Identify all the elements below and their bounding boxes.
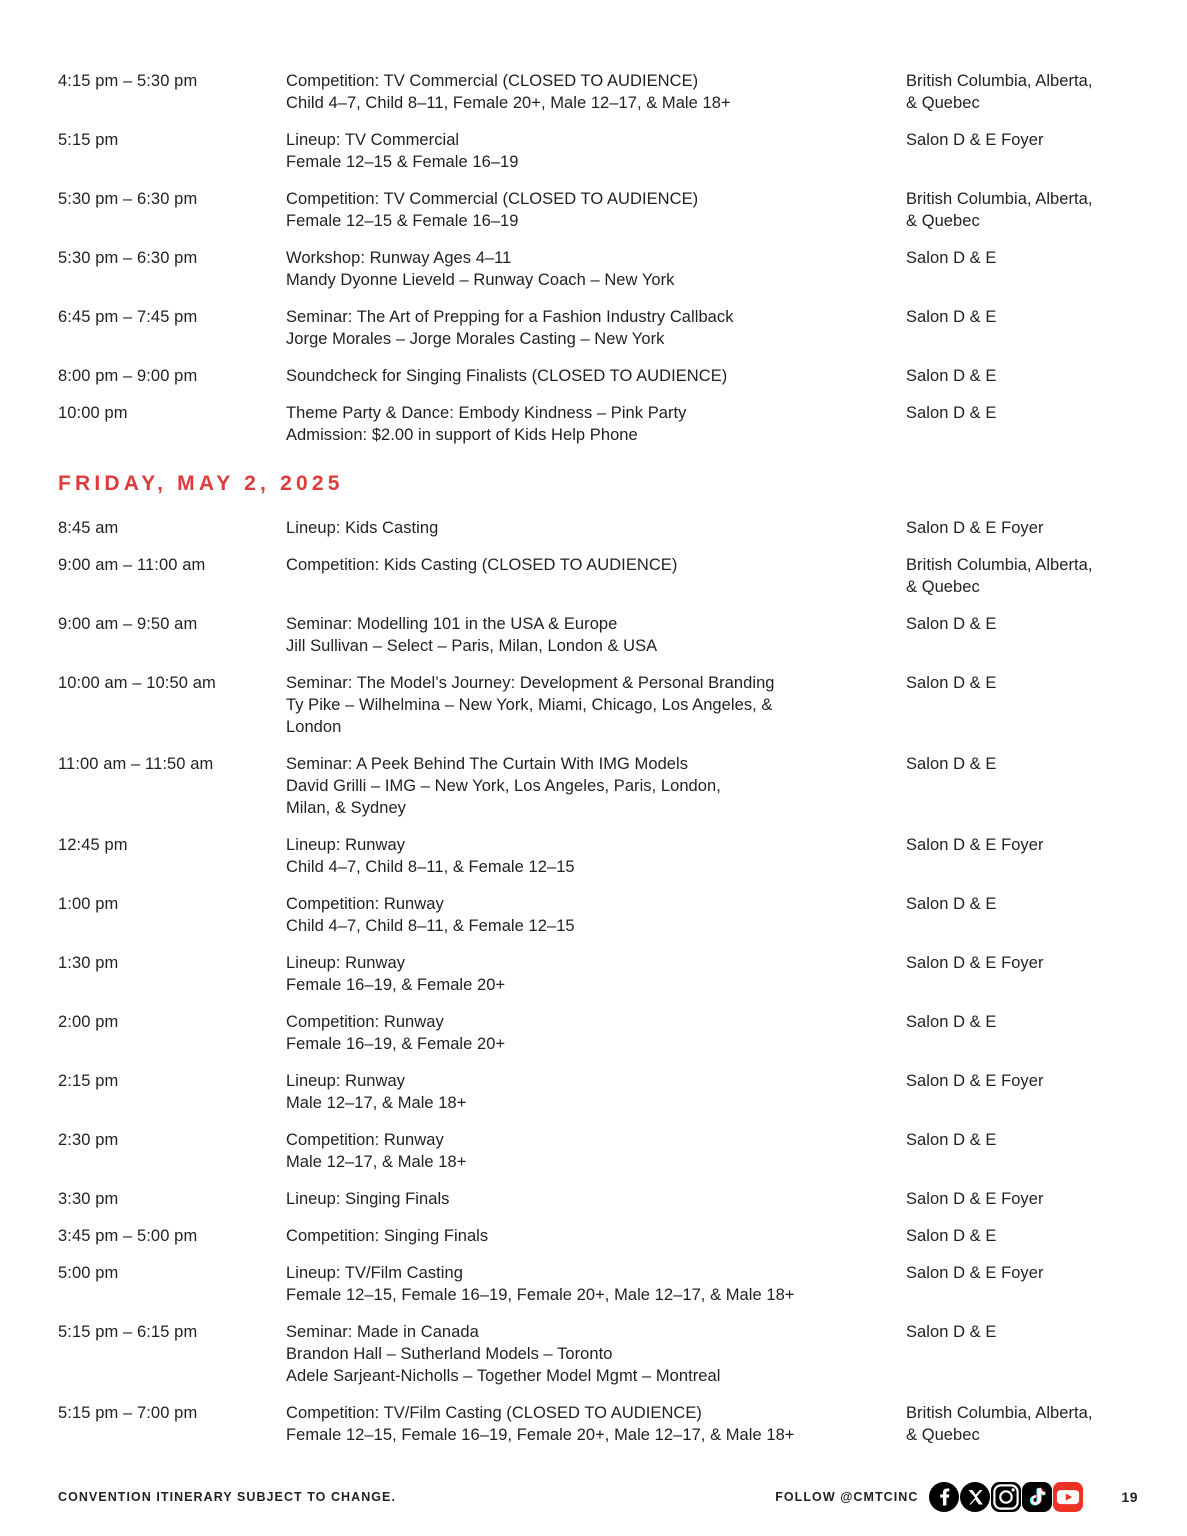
event-line: Soundcheck for Singing Finalists (CLOSED TO AUDIENCE)	[286, 367, 728, 385]
schedule-row	[58, 402, 1138, 446]
schedule-row	[58, 129, 1138, 173]
location-line: Salon D & E	[906, 1013, 997, 1031]
event-line: Competition: TV/Film Casting (CLOSED TO AUDIENCE)	[286, 1404, 702, 1422]
schedule-row	[58, 1262, 1138, 1306]
schedule-row	[58, 893, 1138, 937]
location-line: British Columbia, Alberta,	[906, 72, 1093, 90]
event-time: 5:15 pm	[58, 131, 119, 149]
event-line: Competition: Runway	[286, 895, 444, 913]
x-twitter-icon[interactable]	[960, 1482, 990, 1512]
event-description	[286, 70, 906, 114]
event-line: Child 4–7, Child 8–11, & Female 12–15	[286, 858, 575, 876]
event-line: Jorge Morales – Jorge Morales Casting – New York	[286, 330, 665, 348]
event-description	[286, 1402, 906, 1446]
location-line: Salon D & E Foyer	[906, 1264, 1044, 1282]
event-line: Lineup: Singing Finals	[286, 1190, 450, 1208]
schedule-row	[58, 365, 1138, 387]
schedule-row	[58, 306, 1138, 350]
schedule-row	[58, 952, 1138, 996]
event-time: 5:30 pm – 6:30 pm	[58, 249, 198, 267]
location-line: British Columbia, Alberta,	[906, 190, 1093, 208]
event-location	[906, 1070, 1138, 1092]
event-line: Female 16–19, & Female 20+	[286, 976, 506, 994]
event-location	[906, 1188, 1138, 1210]
event-location	[906, 1129, 1138, 1151]
event-line: Seminar: The Model’s Journey: Development & Personal Branding	[286, 674, 775, 692]
location-line: Salon D & E	[906, 1323, 997, 1341]
footer-disclaimer: CONVENTION ITINERARY SUBJECT TO CHANGE.	[58, 1490, 396, 1504]
event-location	[906, 753, 1138, 775]
event-location	[906, 1402, 1138, 1446]
event-time: 8:45 am	[58, 519, 119, 537]
event-line: Child 4–7, Child 8–11, Female 20+, Male 12–17, & Male 18+	[286, 94, 731, 112]
event-line: Admission: $2.00 in support of Kids Help Phone	[286, 426, 638, 444]
schedule-row	[58, 753, 1138, 819]
location-line: Salon D & E Foyer	[906, 1072, 1044, 1090]
event-location	[906, 952, 1138, 974]
event-description	[286, 188, 906, 232]
location-line: Salon D & E Foyer	[906, 131, 1044, 149]
event-line: Competition: Singing Finals	[286, 1227, 489, 1245]
event-line: Competition: TV Commercial (CLOSED TO AUDIENCE)	[286, 190, 699, 208]
event-location	[906, 1321, 1138, 1343]
location-line: Salon D & E	[906, 249, 997, 267]
event-line: Lineup: Kids Casting	[286, 519, 439, 537]
event-line: David Grilli – IMG – New York, Los Angeles, Paris, London,	[286, 777, 721, 795]
event-location	[906, 247, 1138, 269]
schedule-row	[58, 554, 1138, 598]
event-time: 1:30 pm	[58, 954, 119, 972]
location-line: Salon D & E	[906, 367, 997, 385]
location-line: Salon D & E Foyer	[906, 519, 1044, 537]
schedule-row	[58, 1011, 1138, 1055]
schedule-table	[58, 70, 1138, 1461]
event-location	[906, 188, 1138, 232]
event-description	[286, 247, 906, 291]
instagram-icon[interactable]	[991, 1482, 1021, 1512]
event-time: 3:30 pm	[58, 1190, 119, 1208]
event-description	[286, 952, 906, 996]
event-location	[906, 1262, 1138, 1284]
event-description	[286, 1070, 906, 1114]
event-time: 2:15 pm	[58, 1072, 119, 1090]
event-description	[286, 1188, 906, 1210]
event-location	[906, 893, 1138, 915]
schedule-row	[58, 1129, 1138, 1173]
event-line: Mandy Dyonne Lieveld – Runway Coach – New York	[286, 271, 675, 289]
event-line: Lineup: TV/Film Casting	[286, 1264, 463, 1282]
event-line: Jill Sullivan – Select – Paris, Milan, London & USA	[286, 637, 658, 655]
location-line: & Quebec	[906, 94, 980, 112]
follow-handle-label: FOLLOW @CMTCINC	[775, 1490, 919, 1504]
event-location	[906, 554, 1138, 598]
event-description	[286, 672, 906, 738]
location-line: Salon D & E	[906, 895, 997, 913]
schedule-row	[58, 517, 1138, 539]
event-location	[906, 672, 1138, 694]
schedule-row	[58, 188, 1138, 232]
location-line: Salon D & E	[906, 615, 997, 633]
location-line: Salon D & E	[906, 1131, 997, 1149]
event-time: 9:00 am – 11:00 am	[58, 556, 206, 574]
event-line: Lineup: Runway	[286, 1072, 406, 1090]
event-line: Milan, & Sydney	[286, 799, 406, 817]
event-time: 6:45 pm – 7:45 pm	[58, 308, 198, 326]
event-time: 4:15 pm – 5:30 pm	[58, 72, 198, 90]
social-icon-list	[929, 1482, 1083, 1512]
schedule-row	[58, 1225, 1138, 1247]
footer-social-block	[775, 1482, 1138, 1512]
event-location	[906, 70, 1138, 114]
event-line: Male 12–17, & Male 18+	[286, 1153, 467, 1171]
location-line: Salon D & E Foyer	[906, 1190, 1044, 1208]
event-location	[906, 1011, 1138, 1033]
event-time: 9:00 am – 9:50 am	[58, 615, 198, 633]
event-line: Adele Sarjeant-Nicholls – Together Model Mgmt – Montreal	[286, 1367, 721, 1385]
event-location	[906, 517, 1138, 539]
event-line: Female 16–19, & Female 20+	[286, 1035, 506, 1053]
event-line: Competition: Kids Casting (CLOSED TO AUDIENCE)	[286, 556, 678, 574]
event-time: 5:15 pm – 7:00 pm	[58, 1404, 198, 1422]
event-time: 5:15 pm – 6:15 pm	[58, 1323, 198, 1341]
schedule-row	[58, 1321, 1138, 1387]
event-line: Seminar: A Peek Behind The Curtain With IMG Models	[286, 755, 689, 773]
location-line: Salon D & E	[906, 674, 997, 692]
event-line: Child 4–7, Child 8–11, & Female 12–15	[286, 917, 575, 935]
day-heading-friday: FRIDAY, MAY 2, 2025	[58, 472, 344, 495]
location-line: Salon D & E	[906, 1227, 997, 1245]
event-time: 10:00 pm	[58, 404, 128, 422]
schedule-row	[58, 247, 1138, 291]
event-location	[906, 1225, 1138, 1247]
schedule-row	[58, 613, 1138, 657]
location-line: Salon D & E Foyer	[906, 836, 1044, 854]
event-line: Female 12–15, Female 16–19, Female 20+, Male 12–17, & Male 18+	[286, 1286, 795, 1304]
event-location	[906, 613, 1138, 635]
schedule-row	[58, 1070, 1138, 1114]
event-location	[906, 834, 1138, 856]
event-description	[286, 1011, 906, 1055]
facebook-icon[interactable]	[929, 1482, 959, 1512]
tiktok-icon[interactable]	[1022, 1482, 1052, 1512]
event-description	[286, 753, 906, 819]
event-description	[286, 1321, 906, 1387]
event-description	[286, 306, 906, 350]
event-line: London	[286, 718, 342, 736]
event-description	[286, 365, 906, 387]
event-description	[286, 554, 906, 576]
event-line: Competition: Runway	[286, 1131, 444, 1149]
page-footer	[58, 1480, 1138, 1514]
event-line: Seminar: Modelling 101 in the USA & Europe	[286, 615, 618, 633]
event-line: Theme Party & Dance: Embody Kindness – Pink Party	[286, 404, 687, 422]
event-line: Lineup: Runway	[286, 954, 406, 972]
event-description	[286, 1262, 906, 1306]
event-description	[286, 1225, 906, 1247]
event-location	[906, 402, 1138, 424]
location-line: Salon D & E	[906, 308, 997, 326]
event-line: Female 12–15, Female 16–19, Female 20+, Male 12–17, & Male 18+	[286, 1426, 795, 1444]
event-line: Seminar: Made in Canada	[286, 1323, 479, 1341]
event-line: Lineup: TV Commercial	[286, 131, 460, 149]
location-line: & Quebec	[906, 578, 980, 596]
event-location	[906, 306, 1138, 328]
event-time: 5:00 pm	[58, 1264, 119, 1282]
event-line: Ty Pike – Wilhelmina – New York, Miami, Chicago, Los Angeles, &	[286, 696, 773, 714]
event-location	[906, 129, 1138, 151]
schedule-row	[58, 834, 1138, 878]
event-time: 10:00 am – 10:50 am	[58, 674, 216, 692]
event-time: 8:00 pm – 9:00 pm	[58, 367, 198, 385]
schedule-row	[58, 70, 1138, 114]
event-description	[286, 834, 906, 878]
schedule-row	[58, 672, 1138, 738]
event-description	[286, 893, 906, 937]
event-line: Brandon Hall – Sutherland Models – Toronto	[286, 1345, 613, 1363]
event-line: Workshop: Runway Ages 4–11	[286, 249, 512, 267]
page-number: 19	[1121, 1489, 1138, 1505]
event-description	[286, 129, 906, 173]
event-time: 3:45 pm – 5:00 pm	[58, 1227, 198, 1245]
event-time: 12:45 pm	[58, 836, 128, 854]
event-time: 2:00 pm	[58, 1013, 119, 1031]
event-line: Competition: TV Commercial (CLOSED TO AUDIENCE)	[286, 72, 699, 90]
youtube-icon[interactable]	[1053, 1482, 1083, 1512]
location-line: & Quebec	[906, 212, 980, 230]
location-line: Salon D & E	[906, 755, 997, 773]
event-description	[286, 402, 906, 446]
location-line: British Columbia, Alberta,	[906, 1404, 1093, 1422]
event-line: Seminar: The Art of Prepping for a Fashion Industry Callback	[286, 308, 734, 326]
location-line: British Columbia, Alberta,	[906, 556, 1093, 574]
event-time: 2:30 pm	[58, 1131, 119, 1149]
event-time: 5:30 pm – 6:30 pm	[58, 190, 198, 208]
event-line: Male 12–17, & Male 18+	[286, 1094, 467, 1112]
event-line: Competition: Runway	[286, 1013, 444, 1031]
event-line: Female 12–15 & Female 16–19	[286, 212, 519, 230]
event-location	[906, 365, 1138, 387]
location-line: Salon D & E	[906, 404, 997, 422]
event-line: Female 12–15 & Female 16–19	[286, 153, 519, 171]
location-line: Salon D & E Foyer	[906, 954, 1044, 972]
event-time: 1:00 pm	[58, 895, 119, 913]
schedule-row	[58, 1188, 1138, 1210]
event-line: Lineup: Runway	[286, 836, 406, 854]
event-description	[286, 613, 906, 657]
event-time: 11:00 am – 11:50 am	[58, 755, 214, 773]
location-line: & Quebec	[906, 1426, 980, 1444]
event-description	[286, 517, 906, 539]
event-description	[286, 1129, 906, 1173]
schedule-row	[58, 1402, 1138, 1446]
